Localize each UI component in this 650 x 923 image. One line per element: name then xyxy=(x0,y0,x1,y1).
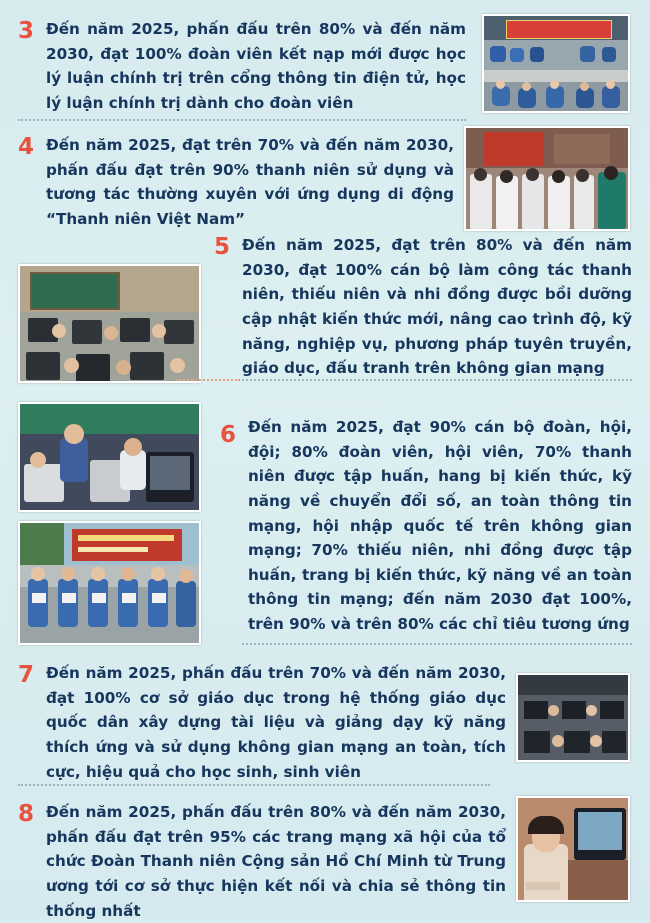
item-7-text: Đến năm 2025, phấn đấu trên 70% và đến năm 2030, đạt 100% cơ sở giáo dục trong hệ thống giáo dục quốc dân xây dựng tài liệu và giảng dạy kỹ năng thích ứng và sử dụng không gian mạng an toàn, tích cực, hiệu quả cho học sinh, sinh viên xyxy=(46,664,506,781)
item-4-photo xyxy=(464,126,630,231)
separator-5-6 xyxy=(176,379,240,381)
item-5-number: 5 xyxy=(214,234,231,260)
separator-5-6b xyxy=(242,379,632,381)
item-6-number: 6 xyxy=(220,422,237,448)
item-6-photo-bottom xyxy=(18,521,201,645)
item-5-photo xyxy=(18,264,201,383)
item-4-number: 4 xyxy=(18,134,35,160)
item-5-text: Đến năm 2025, đạt trên 80% và đến năm 2030, đạt 100% cán bộ làm công tác thanh niên, thiếu niên và nhi đồng được bồi dưỡng cập nhật kiến thức mới, nâng cao trình độ, kỹ năng, nghiệp vụ, phương pháp tuyên truyền, giáo dục, đấu tranh trên không gian mạng xyxy=(242,236,632,378)
separator-6-7 xyxy=(242,643,632,645)
item-6-text: Đến năm 2025, đạt 90% cán bộ đoàn, hội, đội; 80% đoàn viên, hội viên, 70% thanh niên được tập huấn, hang bị kiến thức, kỹ năng về chuyển đổi số, an toàn thông tin mạng, hội nhập quốc tế trên không gian mạng; 70% thiếu niên, nhi đồng được tập huấn, trang bị kiến thức, kỹ năng về an toàn thông tin mạng; đến năm 2030 đạt 100%, trên 90% và trên 80% các chỉ tiêu tương ứng xyxy=(248,418,632,633)
item-8-text: Đến năm 2025, phấn đấu trên 80% và đến năm 2030, phấn đấu đạt trên 95% các trang mạng xã hội của tổ chức Đoàn Thanh niên Cộng sản Hồ Chí Minh từ Trung ương tới cơ sở thực hiện kết nối và chia sẻ thông tin thống nhất xyxy=(46,803,506,920)
separator-7-8 xyxy=(18,784,490,786)
item-3-number: 3 xyxy=(18,18,35,44)
item-8-photo xyxy=(516,796,630,902)
item-4-text: Đến năm 2025, đạt trên 70% và đến năm 2030, phấn đấu đạt trên 90% thanh niên sử dụng và tương tác thường xuyên với ứng dụng di động “Thanh niên Việt Nam” xyxy=(46,136,454,228)
item-7-number: 7 xyxy=(18,662,35,688)
separator-3-4 xyxy=(18,119,466,121)
item-3-text: Đến năm 2025, phấn đấu trên 80% và đến năm 2030, đạt 100% đoàn viên kết nạp mới được học lý luận chính trị trên cổng thông tin điện tử, học lý luận chính trị dành cho đoàn viên xyxy=(46,20,466,112)
item-8-number: 8 xyxy=(18,801,35,827)
item-6-photo-top xyxy=(18,402,201,512)
item-3-photo xyxy=(482,14,630,113)
item-7-photo xyxy=(516,673,630,762)
